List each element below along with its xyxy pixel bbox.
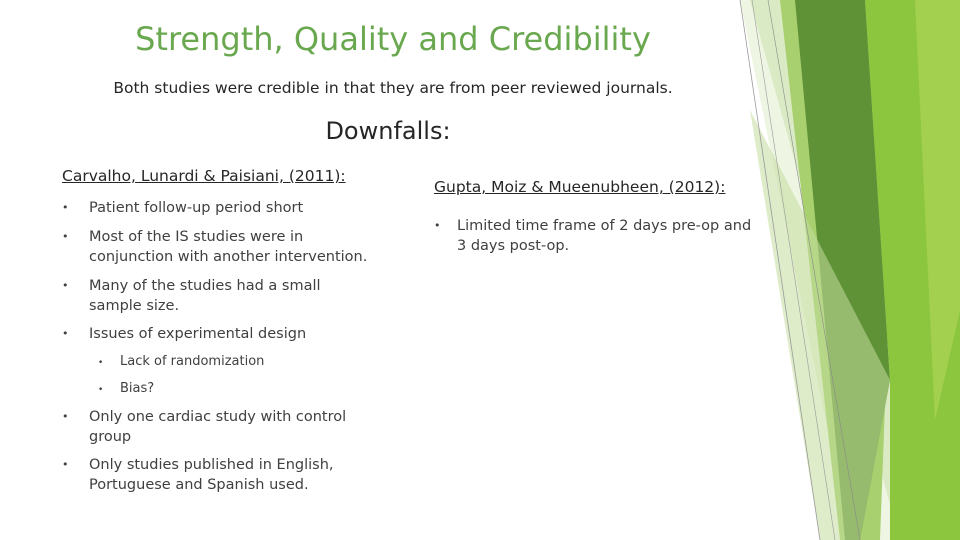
slide-title: Strength, Quality and Credibility — [135, 20, 651, 58]
list-item — [62, 407, 362, 447]
list-item-text: Issues of experimental design — [89, 326, 307, 342]
sub-list-item — [98, 379, 358, 399]
bullet-icon: • — [62, 458, 69, 471]
list-item-text: Bias? — [120, 381, 155, 396]
list-item-text: Limited time frame of 2 days pre-op and 3 days post-op. — [457, 218, 752, 254]
bullet-icon: • — [62, 327, 69, 340]
list-item-text: Only studies published in English, Portuguese and Spanish used. — [89, 457, 334, 493]
slide-subtitle: Both studies were credible in that they are from peer reviewed journals. — [113, 79, 673, 97]
bullet-icon: • — [62, 279, 69, 292]
bullet-icon: • — [98, 385, 104, 395]
bullet-icon: • — [434, 219, 441, 232]
left-column-heading: Carvalho, Lunardi & Paisiani, (2011): — [62, 167, 346, 185]
list-item-text: Lack of randomization — [120, 354, 265, 369]
list-item — [434, 216, 764, 256]
right-column-heading: Gupta, Moiz & Mueenubheen, (2012): — [434, 178, 726, 196]
list-item-text: Many of the studies had a small sample size. — [89, 278, 321, 314]
list-item-text: Most of the IS studies were in conjunction with another intervention. — [89, 229, 368, 265]
bullet-icon: • — [62, 201, 69, 214]
sub-list-item — [98, 352, 358, 372]
list-item — [62, 324, 362, 344]
list-item — [62, 198, 362, 218]
list-item-text: Patient follow-up period short — [89, 200, 304, 216]
bullet-icon: • — [62, 230, 69, 243]
bullet-icon: • — [62, 410, 69, 423]
list-item — [62, 227, 377, 267]
list-item — [62, 455, 362, 495]
downfalls-heading: Downfalls: — [325, 117, 451, 145]
list-item-text: Only one cardiac study with control group — [89, 409, 347, 445]
list-item — [62, 276, 377, 316]
bullet-icon: • — [98, 358, 104, 368]
